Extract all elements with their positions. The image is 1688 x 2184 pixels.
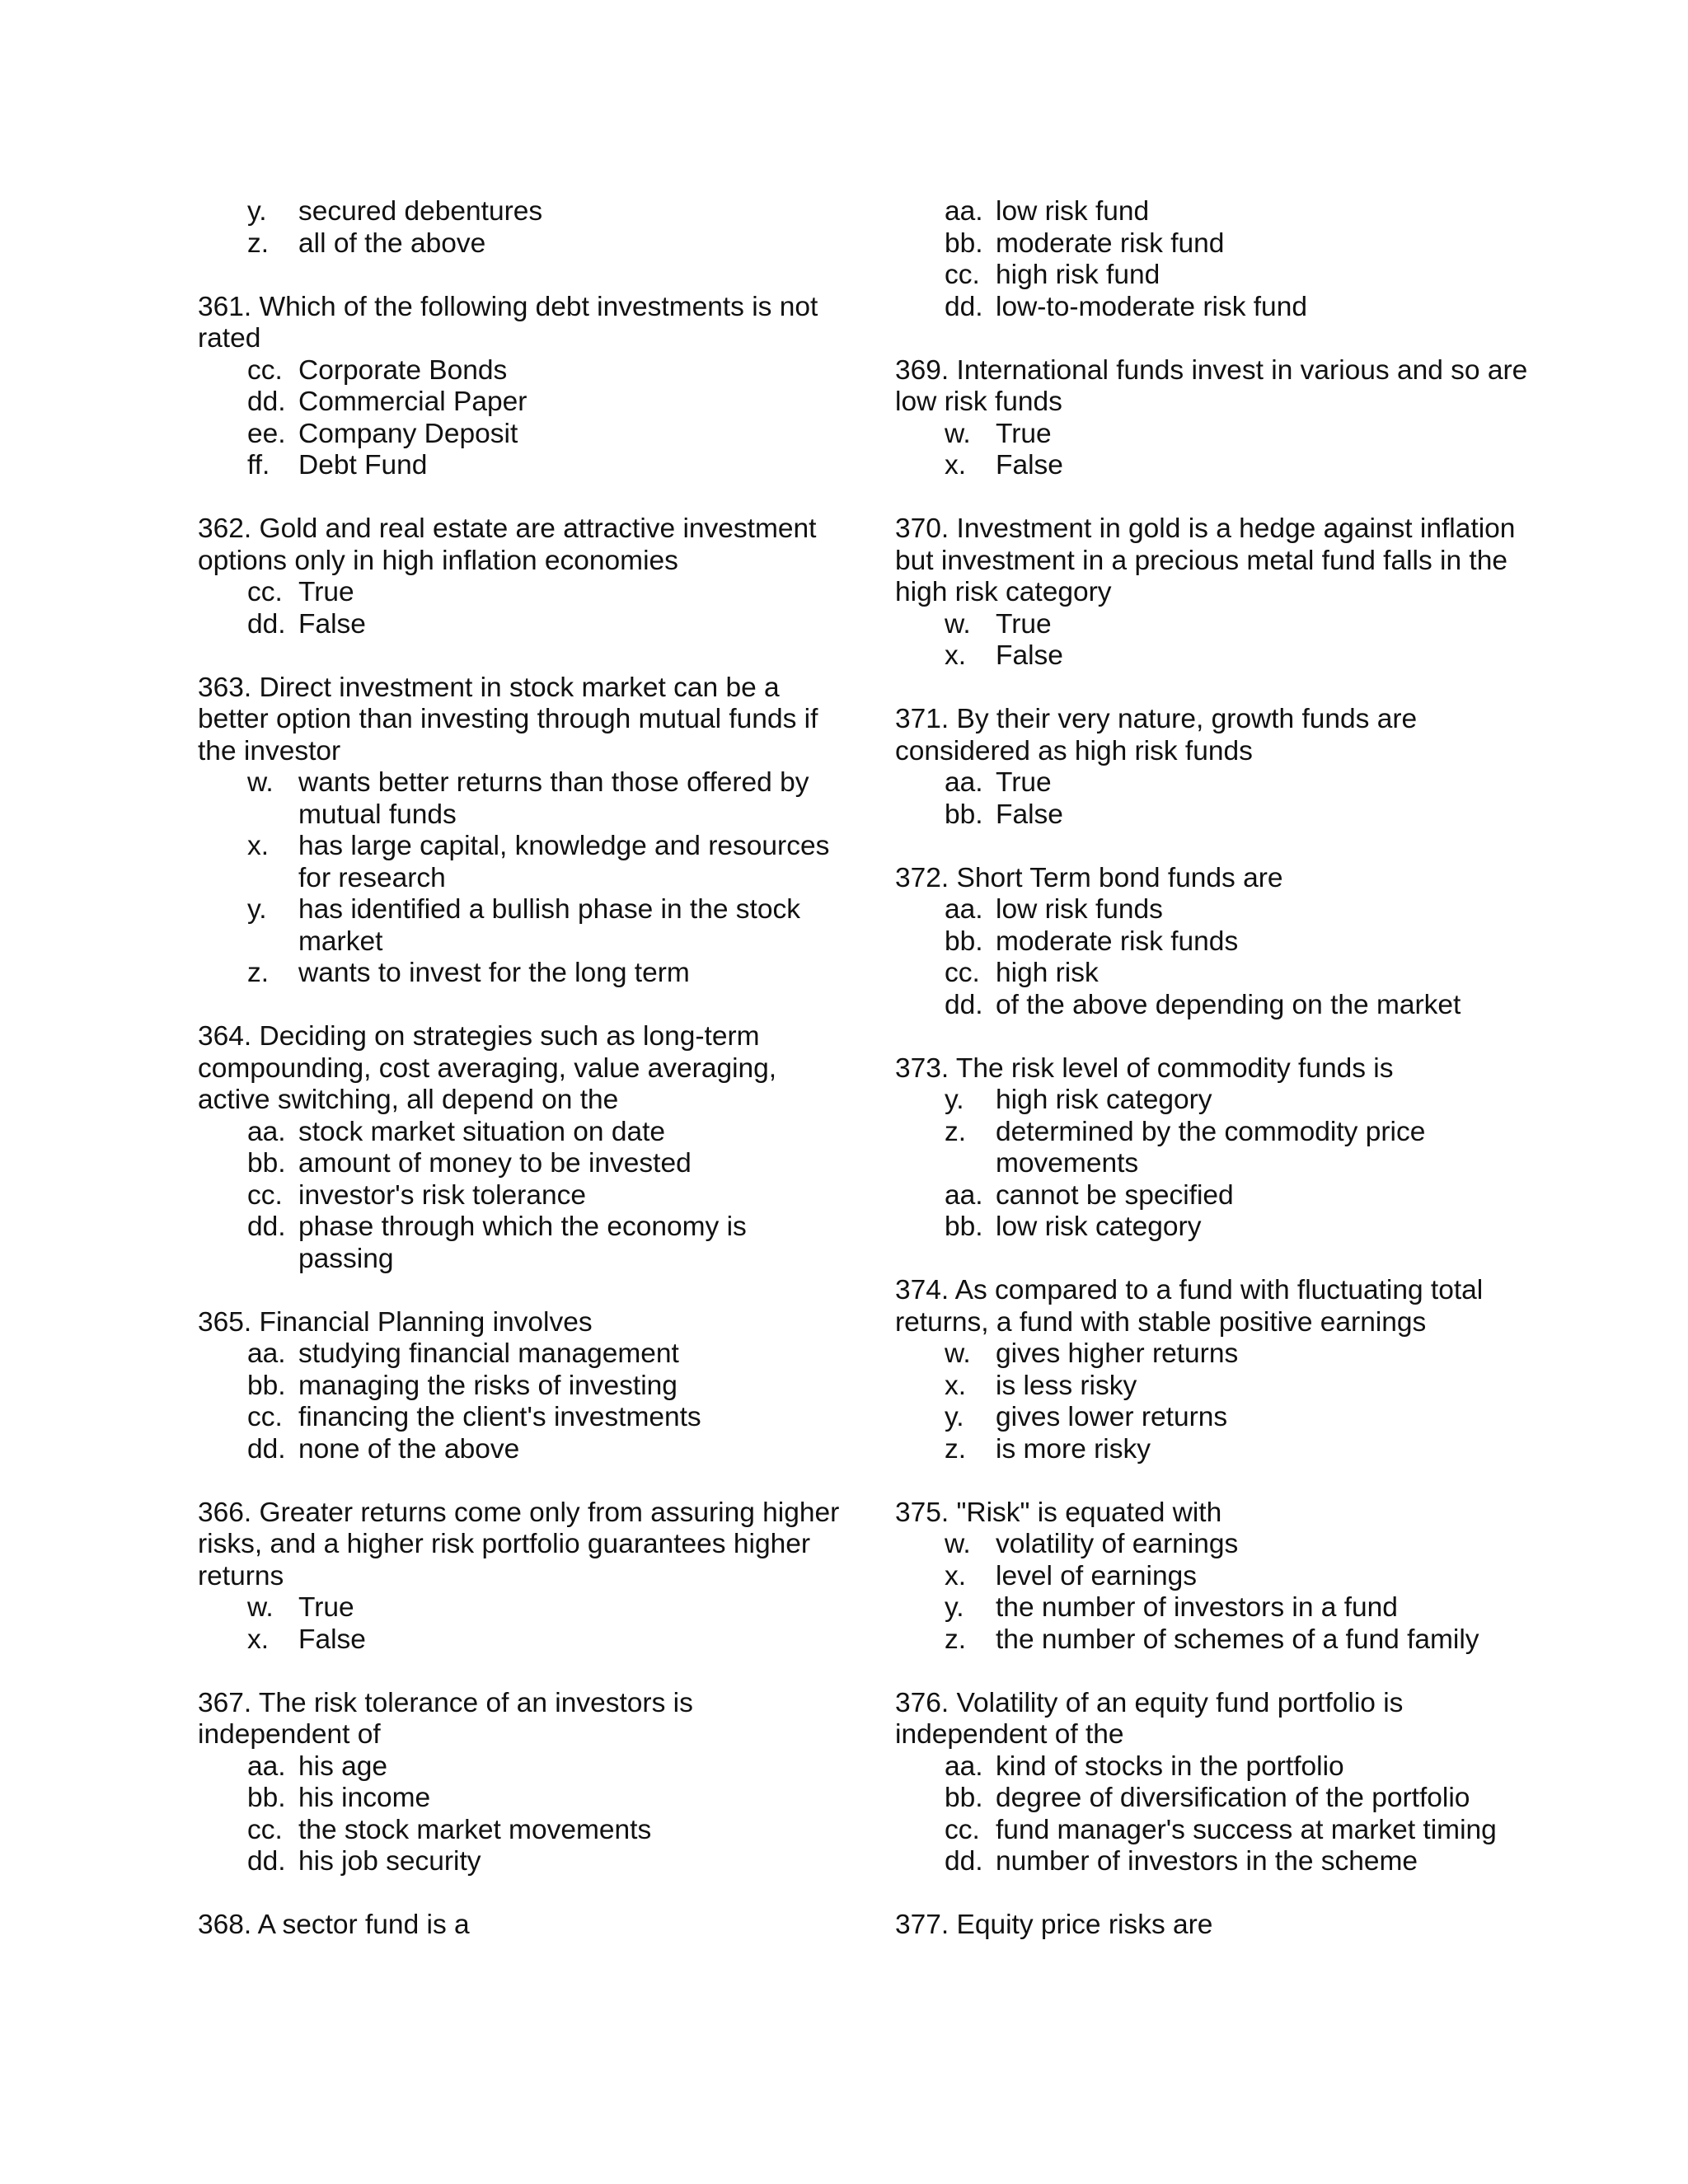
option-label: dd.: [247, 1846, 286, 1877]
question-text: 371. By their very nature, growth funds are considered as high risk funds: [895, 704, 1418, 766]
option-text: low risk funds: [996, 894, 1163, 925]
question-block: [198, 1688, 841, 1878]
option-label: ee.: [247, 418, 286, 449]
answer-option: [198, 1434, 841, 1466]
question-block: [198, 1021, 841, 1275]
option-text: none of the above: [298, 1433, 520, 1465]
option-label: z.: [247, 227, 270, 259]
option-label: y.: [945, 1592, 964, 1623]
question-block: [895, 704, 1538, 831]
answer-option: [895, 1529, 1538, 1561]
answer-option: [198, 1592, 841, 1624]
option-text: False: [298, 1624, 366, 1655]
option-label: x.: [945, 1560, 967, 1591]
answer-option: [895, 640, 1538, 673]
answer-option: [198, 577, 841, 609]
option-text: determined by the commodity price movements: [996, 1116, 1426, 1179]
option-label: dd.: [945, 1846, 983, 1877]
option-label: w.: [247, 1592, 274, 1623]
answer-option: [198, 767, 841, 831]
option-label: aa.: [247, 1750, 286, 1782]
option-text: stock market situation on date: [298, 1116, 666, 1147]
answer-option: [198, 1783, 841, 1815]
answer-option: [895, 1846, 1538, 1878]
option-label: bb.: [945, 227, 983, 259]
option-label: y.: [247, 196, 267, 227]
answer-option: [895, 926, 1538, 958]
option-text: financing the client's investments: [298, 1402, 701, 1432]
option-label: z.: [247, 958, 270, 988]
option-text: moderate risk fund: [996, 227, 1225, 259]
option-text: phase through which the economy is passing: [298, 1212, 747, 1274]
option-label: w.: [945, 1338, 971, 1369]
option-label: z.: [945, 1116, 967, 1147]
option-text: investor's risk tolerance: [298, 1179, 586, 1211]
option-label: w.: [945, 608, 971, 640]
option-text: cannot be specified: [996, 1179, 1234, 1211]
option-label: aa.: [945, 1750, 983, 1782]
answer-option: [198, 228, 841, 260]
question-text: 375. "Risk" is equated with: [895, 1497, 1222, 1528]
left-column: [198, 196, 841, 1973]
option-label: bb.: [247, 1148, 286, 1179]
question-block: [895, 196, 1538, 323]
question-block: [198, 292, 841, 482]
question-text: 377. Equity price risks are: [895, 1910, 1213, 1940]
option-text: is less risky: [996, 1370, 1137, 1401]
option-text: False: [996, 799, 1063, 830]
answer-option: [198, 1624, 841, 1657]
answer-option: [895, 1371, 1538, 1403]
option-text: kind of stocks in the portfolio: [996, 1750, 1344, 1782]
question-text: 363. Direct investment in stock market can be a better option than investing through mutual funds if the investor: [198, 672, 818, 766]
option-label: x.: [945, 450, 967, 480]
option-label: x.: [945, 640, 967, 671]
answer-option: [198, 1751, 841, 1783]
answer-option: [198, 609, 841, 641]
option-label: dd.: [247, 608, 286, 640]
answer-option: [198, 894, 841, 958]
option-label: bb.: [247, 1783, 286, 1813]
option-label: dd.: [247, 387, 286, 417]
option-label: cc.: [945, 260, 980, 290]
question-block: [895, 1497, 1538, 1657]
question-text: 366. Greater returns come only from assuring higher risks, and a higher risk portfolio guarantees higher returns: [198, 1497, 840, 1591]
answer-option: [895, 894, 1538, 926]
question-block: [895, 1688, 1538, 1878]
option-text: fund manager's success at market timing: [996, 1814, 1497, 1845]
question-text: 367. The risk tolerance of an investors is independent of: [198, 1687, 693, 1750]
option-label: cc.: [945, 1814, 980, 1845]
answer-option: [198, 1371, 841, 1403]
option-label: cc.: [247, 354, 283, 386]
option-label: cc.: [247, 577, 283, 607]
question-block: [198, 513, 841, 640]
option-text: has identified a bullish phase in the stock market: [298, 894, 800, 957]
question-block: [198, 673, 841, 990]
option-label: x.: [247, 1624, 270, 1655]
option-label: aa.: [247, 1116, 286, 1147]
option-label: cc.: [247, 1814, 283, 1845]
answer-option: [895, 767, 1538, 799]
answer-option: [198, 355, 841, 387]
answer-option: [198, 196, 841, 228]
answer-option: [895, 1783, 1538, 1815]
option-text: amount of money to be invested: [298, 1148, 692, 1179]
option-label: bb.: [945, 1783, 983, 1813]
option-text: gives lower returns: [996, 1402, 1228, 1432]
question-block: [895, 355, 1538, 482]
answer-option: [198, 831, 841, 894]
answer-option: [198, 1117, 841, 1149]
question-block: [895, 1910, 1538, 1942]
option-text: level of earnings: [996, 1560, 1197, 1591]
question-text: 362. Gold and real estate are attractive investment options only in high inflation economies: [198, 513, 817, 576]
option-text: high risk category: [996, 1085, 1212, 1115]
option-text: True: [996, 608, 1052, 640]
answer-option: [198, 1148, 841, 1180]
answer-option: [895, 1180, 1538, 1212]
option-text: secured debentures: [298, 196, 543, 227]
question-block: [895, 513, 1538, 673]
option-text: number of investors in the scheme: [996, 1846, 1418, 1877]
answer-option: [198, 419, 841, 451]
option-label: cc.: [247, 1402, 283, 1432]
option-label: dd.: [945, 291, 983, 322]
option-label: w.: [247, 767, 274, 798]
option-text: Commercial Paper: [298, 387, 528, 417]
option-label: w.: [945, 418, 971, 449]
answer-option: [895, 1434, 1538, 1466]
answer-option: [895, 958, 1538, 990]
answer-option: [895, 1085, 1538, 1117]
option-text: gives higher returns: [996, 1338, 1239, 1369]
answer-option: [895, 260, 1538, 292]
option-text: Debt Fund: [298, 450, 428, 480]
option-label: aa.: [945, 767, 983, 798]
answer-option: [198, 958, 841, 990]
answer-option: [895, 1338, 1538, 1371]
question-block: [895, 1053, 1538, 1244]
option-text: low risk fund: [996, 196, 1150, 227]
option-label: cc.: [247, 1179, 283, 1211]
option-label: z.: [945, 1433, 967, 1465]
option-text: studying financial management: [298, 1338, 679, 1369]
option-text: False: [996, 450, 1063, 480]
question-text: 374. As compared to a fund with fluctuating total returns, a fund with stable positive earnings: [895, 1275, 1484, 1338]
option-label: dd.: [247, 1212, 286, 1242]
option-text: False: [996, 640, 1063, 671]
option-text: his job security: [298, 1846, 481, 1877]
question-block: [198, 1910, 841, 1942]
answer-option: [895, 419, 1538, 451]
answer-option: [895, 450, 1538, 482]
answer-option: [198, 450, 841, 482]
option-label: dd.: [247, 1433, 286, 1465]
option-label: x.: [945, 1370, 967, 1401]
option-label: w.: [945, 1529, 971, 1559]
option-label: bb.: [945, 1212, 983, 1242]
option-text: degree of diversification of the portfolio: [996, 1783, 1470, 1813]
option-label: y.: [247, 894, 267, 925]
option-label: ff.: [247, 450, 270, 480]
option-label: z.: [945, 1624, 967, 1655]
option-text: the number of schemes of a fund family: [996, 1624, 1479, 1655]
option-label: bb.: [945, 799, 983, 830]
question-block: [198, 1307, 841, 1466]
answer-option: [198, 1212, 841, 1275]
answer-option: [895, 1212, 1538, 1244]
option-label: aa.: [945, 196, 983, 227]
option-text: low-to-moderate risk fund: [996, 291, 1307, 322]
question-text: 373. The risk level of commodity funds is: [895, 1052, 1394, 1084]
option-text: is more risky: [996, 1433, 1151, 1465]
option-text: wants better returns than those offered by mutual funds: [298, 767, 809, 830]
answer-option: [198, 1815, 841, 1847]
answer-option: [895, 196, 1538, 228]
answer-option: [895, 1561, 1538, 1593]
answer-option: [198, 1846, 841, 1878]
question-block: [895, 1275, 1538, 1465]
answer-option: [895, 1592, 1538, 1624]
option-text: managing the risks of investing: [298, 1370, 678, 1401]
question-block: [895, 863, 1538, 1022]
right-column: [895, 196, 1538, 1973]
option-text: high risk fund: [996, 260, 1160, 290]
option-text: True: [298, 577, 354, 607]
option-text: the number of investors in a fund: [996, 1592, 1398, 1623]
option-text: True: [996, 767, 1052, 798]
option-text: the stock market movements: [298, 1814, 652, 1845]
answer-option: [895, 228, 1538, 260]
answer-option: [895, 1751, 1538, 1783]
option-text: his income: [298, 1783, 431, 1813]
option-label: aa.: [945, 894, 983, 925]
option-label: x.: [247, 831, 270, 861]
answer-option: [895, 609, 1538, 641]
question-text: 370. Investment in gold is a hedge against inflation but investment in a precious metal fund falls in the high risk category: [895, 513, 1516, 607]
answer-option: [895, 1402, 1538, 1434]
option-text: low risk category: [996, 1212, 1202, 1242]
option-text: wants to invest for the long term: [298, 958, 690, 988]
option-text: False: [298, 608, 366, 640]
option-text: Corporate Bonds: [298, 354, 508, 386]
question-block: [198, 196, 841, 260]
option-text: his age: [298, 1750, 388, 1782]
option-label: cc.: [945, 958, 980, 988]
question-text: 376. Volatility of an equity fund portfolio is independent of the: [895, 1687, 1404, 1750]
option-label: aa.: [945, 1179, 983, 1211]
option-text: moderate risk funds: [996, 926, 1239, 957]
option-text: high risk: [996, 958, 1099, 988]
question-text: 372. Short Term bond funds are: [895, 862, 1283, 893]
option-text: of the above depending on the market: [996, 989, 1461, 1020]
option-text: all of the above: [298, 227, 486, 259]
answer-option: [198, 1180, 841, 1212]
answer-option: [895, 1815, 1538, 1847]
answer-option: [895, 1117, 1538, 1180]
answer-option: [198, 1402, 841, 1434]
option-label: dd.: [945, 989, 983, 1020]
question-text: 364. Deciding on strategies such as long-term compounding, cost averaging, value averaging, active switching, all depend on the: [198, 1021, 777, 1115]
answer-option: [895, 990, 1538, 1022]
option-text: Company Deposit: [298, 418, 518, 449]
option-label: aa.: [247, 1338, 286, 1369]
option-text: True: [996, 418, 1052, 449]
answer-option: [895, 1624, 1538, 1657]
option-text: True: [298, 1592, 354, 1623]
answer-option: [895, 799, 1538, 832]
option-text: volatility of earnings: [996, 1529, 1239, 1559]
option-label: y.: [945, 1085, 964, 1115]
option-label: bb.: [945, 926, 983, 957]
answer-option: [198, 1338, 841, 1371]
question-text: 365. Financial Planning involves: [198, 1306, 593, 1338]
option-label: bb.: [247, 1370, 286, 1401]
question-text: 361. Which of the following debt investments is not rated: [198, 291, 818, 354]
answer-option: [895, 292, 1538, 324]
option-label: y.: [945, 1402, 964, 1432]
question-block: [198, 1497, 841, 1657]
question-text: 368. A sector fund is a: [198, 1910, 470, 1940]
answer-option: [198, 387, 841, 419]
option-text: has large capital, knowledge and resources for research: [298, 831, 830, 893]
question-text: 369. International funds invest in various and so are low risk funds: [895, 354, 1528, 417]
